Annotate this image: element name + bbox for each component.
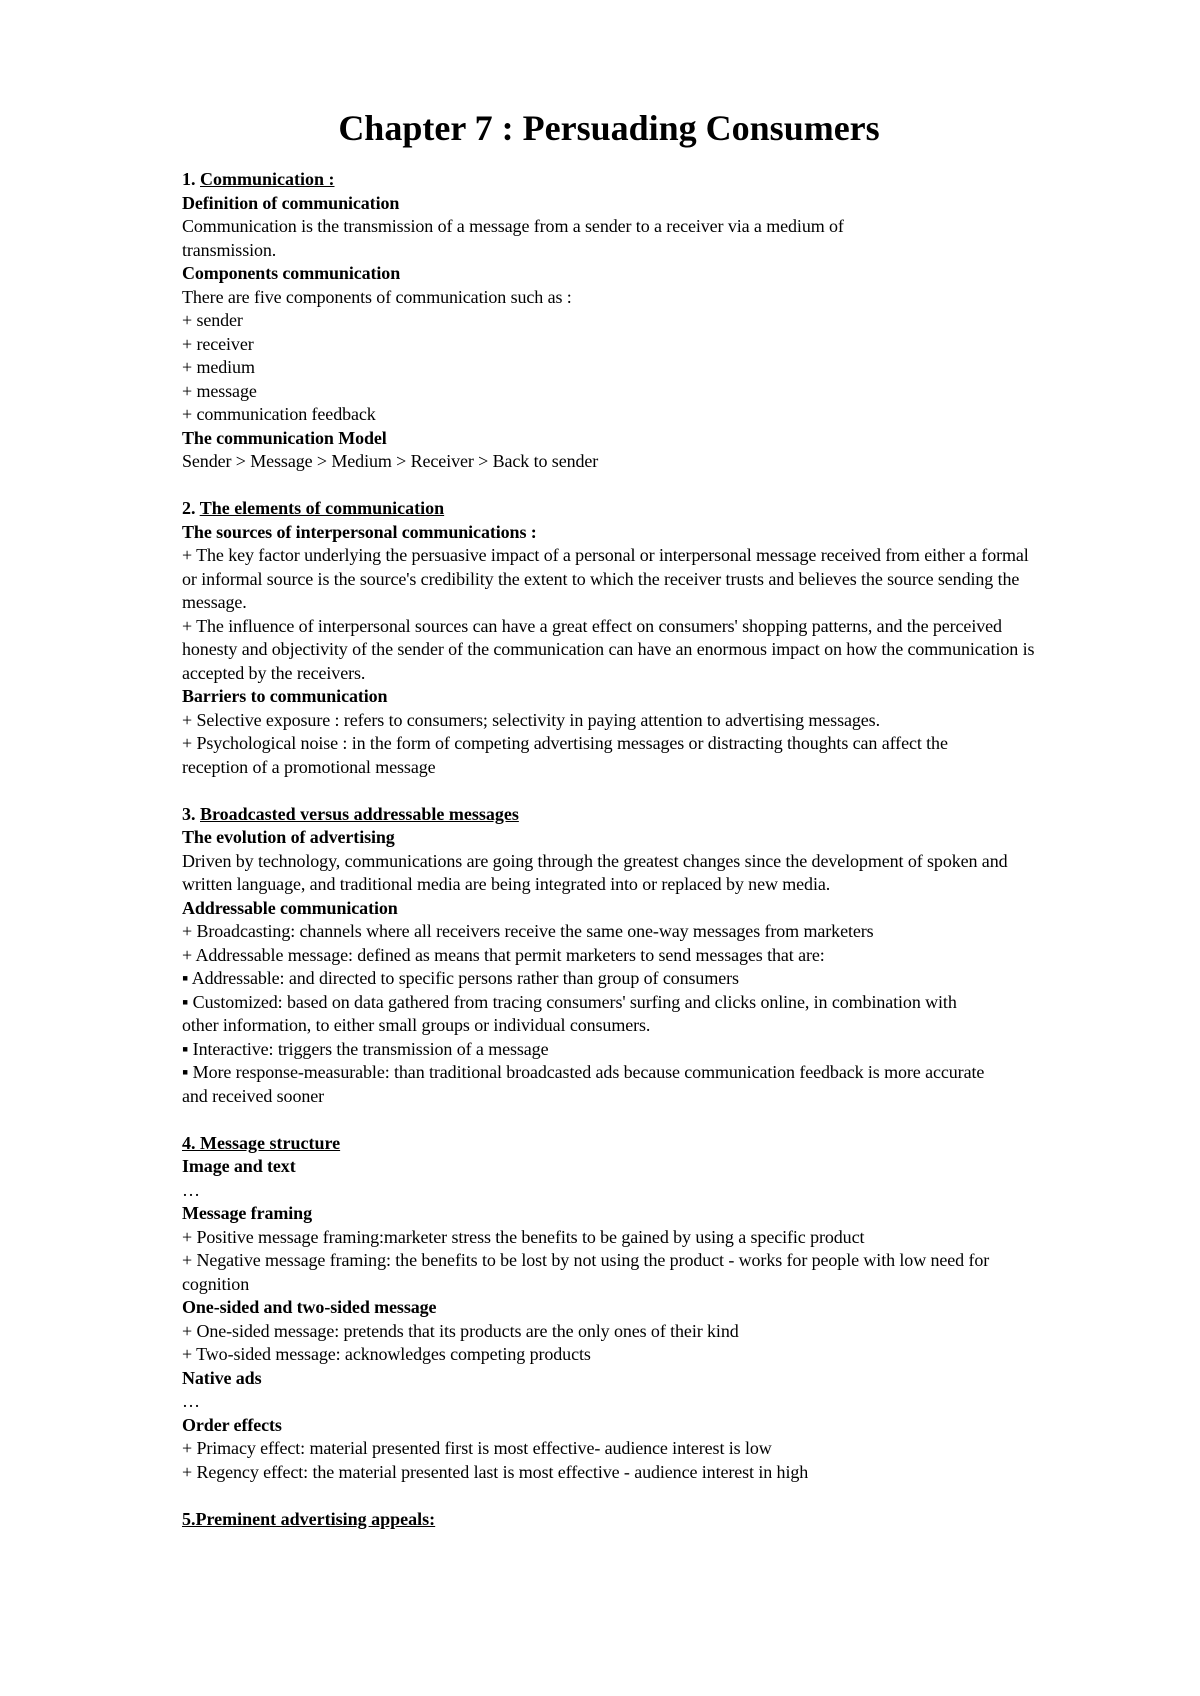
- list-item: + message: [182, 380, 257, 401]
- section-heading: [182, 1508, 1042, 1532]
- blank-line: [182, 1484, 1042, 1508]
- paragraph: + The key factor underlying the persuasive impact of a personal or interpersonal message received from either a formal or informal source is the source's credibility the extent to which the receiver trusts and believes the source sending the message.: [182, 545, 1029, 612]
- list-item: + Broadcasting: channels where all receivers receive the same one-way messages from marketers: [182, 921, 874, 941]
- section-number: 4.: [182, 1132, 200, 1153]
- paragraph: + One-sided message: pretends that its products are the only ones of their kind: [182, 1320, 739, 1341]
- list-item: + sender: [182, 310, 243, 330]
- section-heading-text: Broadcasted versus addressable messages: [200, 803, 519, 824]
- subheading: Image and text: [182, 1156, 296, 1176]
- paragraph: + The influence of interpersonal sources can have a great effect on consumers' shopping patterns, and the perceived honesty and objectivity of the sender of the communication can have an enormous impact on how the communication is accepted by the receivers.: [182, 615, 1035, 683]
- subheading: Native ads: [182, 1367, 262, 1388]
- page-title: Chapter 7 : Persuading Consumers: [338, 108, 880, 148]
- list-item: ▪ Customized: based on data gathered from tracing consumers' surfing and clicks online, in combination with other information, to either small groups or individual consumers.: [182, 991, 957, 1035]
- subheading: The sources of interpersonal communications :: [182, 521, 537, 542]
- section-broadcasted: [182, 803, 1042, 1109]
- section-heading: [182, 497, 1042, 521]
- paragraph: + Negative message framing: the benefits to be lost by not using the product - works for people with low need for cognition: [182, 1250, 990, 1294]
- list-item: + receiver: [182, 333, 254, 354]
- paragraph: There are five components of communication such as :: [182, 286, 572, 307]
- ellipsis: …: [182, 1391, 200, 1411]
- section-heading-text: The elements of communication: [199, 498, 445, 518]
- section-heading: [182, 803, 1042, 827]
- section-heading-text: Message structure: [200, 1132, 341, 1153]
- paragraph: + Positive message framing:marketer stress the benefits to be gained by using a specific product: [182, 1226, 865, 1247]
- section-communication: [182, 168, 1042, 474]
- subheading: Message framing: [182, 1203, 312, 1223]
- section-advertising-appeals: [182, 1508, 1042, 1532]
- subheading: The evolution of advertising: [182, 827, 395, 847]
- document-page: [182, 100, 1042, 1531]
- list-item: ▪ Addressable: and directed to specific persons rather than group of consumers: [182, 968, 739, 988]
- paragraph: Driven by technology, communications are going through the greatest changes since the development of spoken and written language, and traditional media are being integrated into or replaced by new media.: [182, 850, 1008, 894]
- subheading: Definition of communication: [182, 192, 400, 213]
- paragraph: + Primacy effect: material presented first is most effective- audience interest is low: [182, 1438, 772, 1458]
- blank-line: [182, 1108, 1042, 1132]
- list-item: ▪ More response-measurable: than traditional broadcasted ads because communication feedback is more accurate and received sooner: [182, 1062, 985, 1106]
- list-item: + medium: [182, 357, 255, 377]
- list-item: + communication feedback: [182, 404, 376, 424]
- section-heading: [182, 1132, 1042, 1156]
- subheading: Barriers to communication: [182, 686, 388, 706]
- section-heading-text: Communication :: [200, 169, 335, 189]
- subheading: Addressable communication: [182, 897, 398, 918]
- section-heading: [182, 168, 1042, 192]
- blank-line: [182, 474, 1042, 498]
- section-heading-text: 5.Preminent advertising appeals:: [182, 1508, 436, 1529]
- section-elements: [182, 497, 1042, 779]
- section-number: 3.: [182, 803, 200, 824]
- subheading: The communication Model: [182, 427, 387, 448]
- subheading: Order effects: [182, 1414, 282, 1435]
- paragraph: + Psychological noise : in the form of competing advertising messages or distracting thoughts can affect the reception of a promotional message: [182, 733, 948, 777]
- section-message-structure: [182, 1132, 1042, 1485]
- paragraph: + Two-sided message: acknowledges competing products: [182, 1344, 591, 1364]
- subheading: Components communication: [182, 263, 401, 283]
- paragraph: + Selective exposure : refers to consumers; selectivity in paying attention to advertising messages.: [182, 709, 880, 730]
- list-item: ▪ Interactive: triggers the transmission of a message: [182, 1038, 549, 1059]
- section-number: 1.: [182, 169, 200, 189]
- blank-line: [182, 779, 1042, 803]
- section-number: 2.: [182, 498, 200, 518]
- subheading: One-sided and two-sided message: [182, 1297, 437, 1317]
- list-item: + Addressable message: defined as means that permit marketers to send messages that are:: [182, 944, 825, 965]
- ellipsis: …: [182, 1179, 200, 1200]
- paragraph: Sender > Message > Medium > Receiver > Back to sender: [182, 451, 599, 471]
- paragraph: Communication is the transmission of a message from a sender to a receiver via a medium of transmission.: [182, 216, 844, 260]
- paragraph: + Regency effect: the material presented last is most effective - audience interest in high: [182, 1461, 809, 1482]
